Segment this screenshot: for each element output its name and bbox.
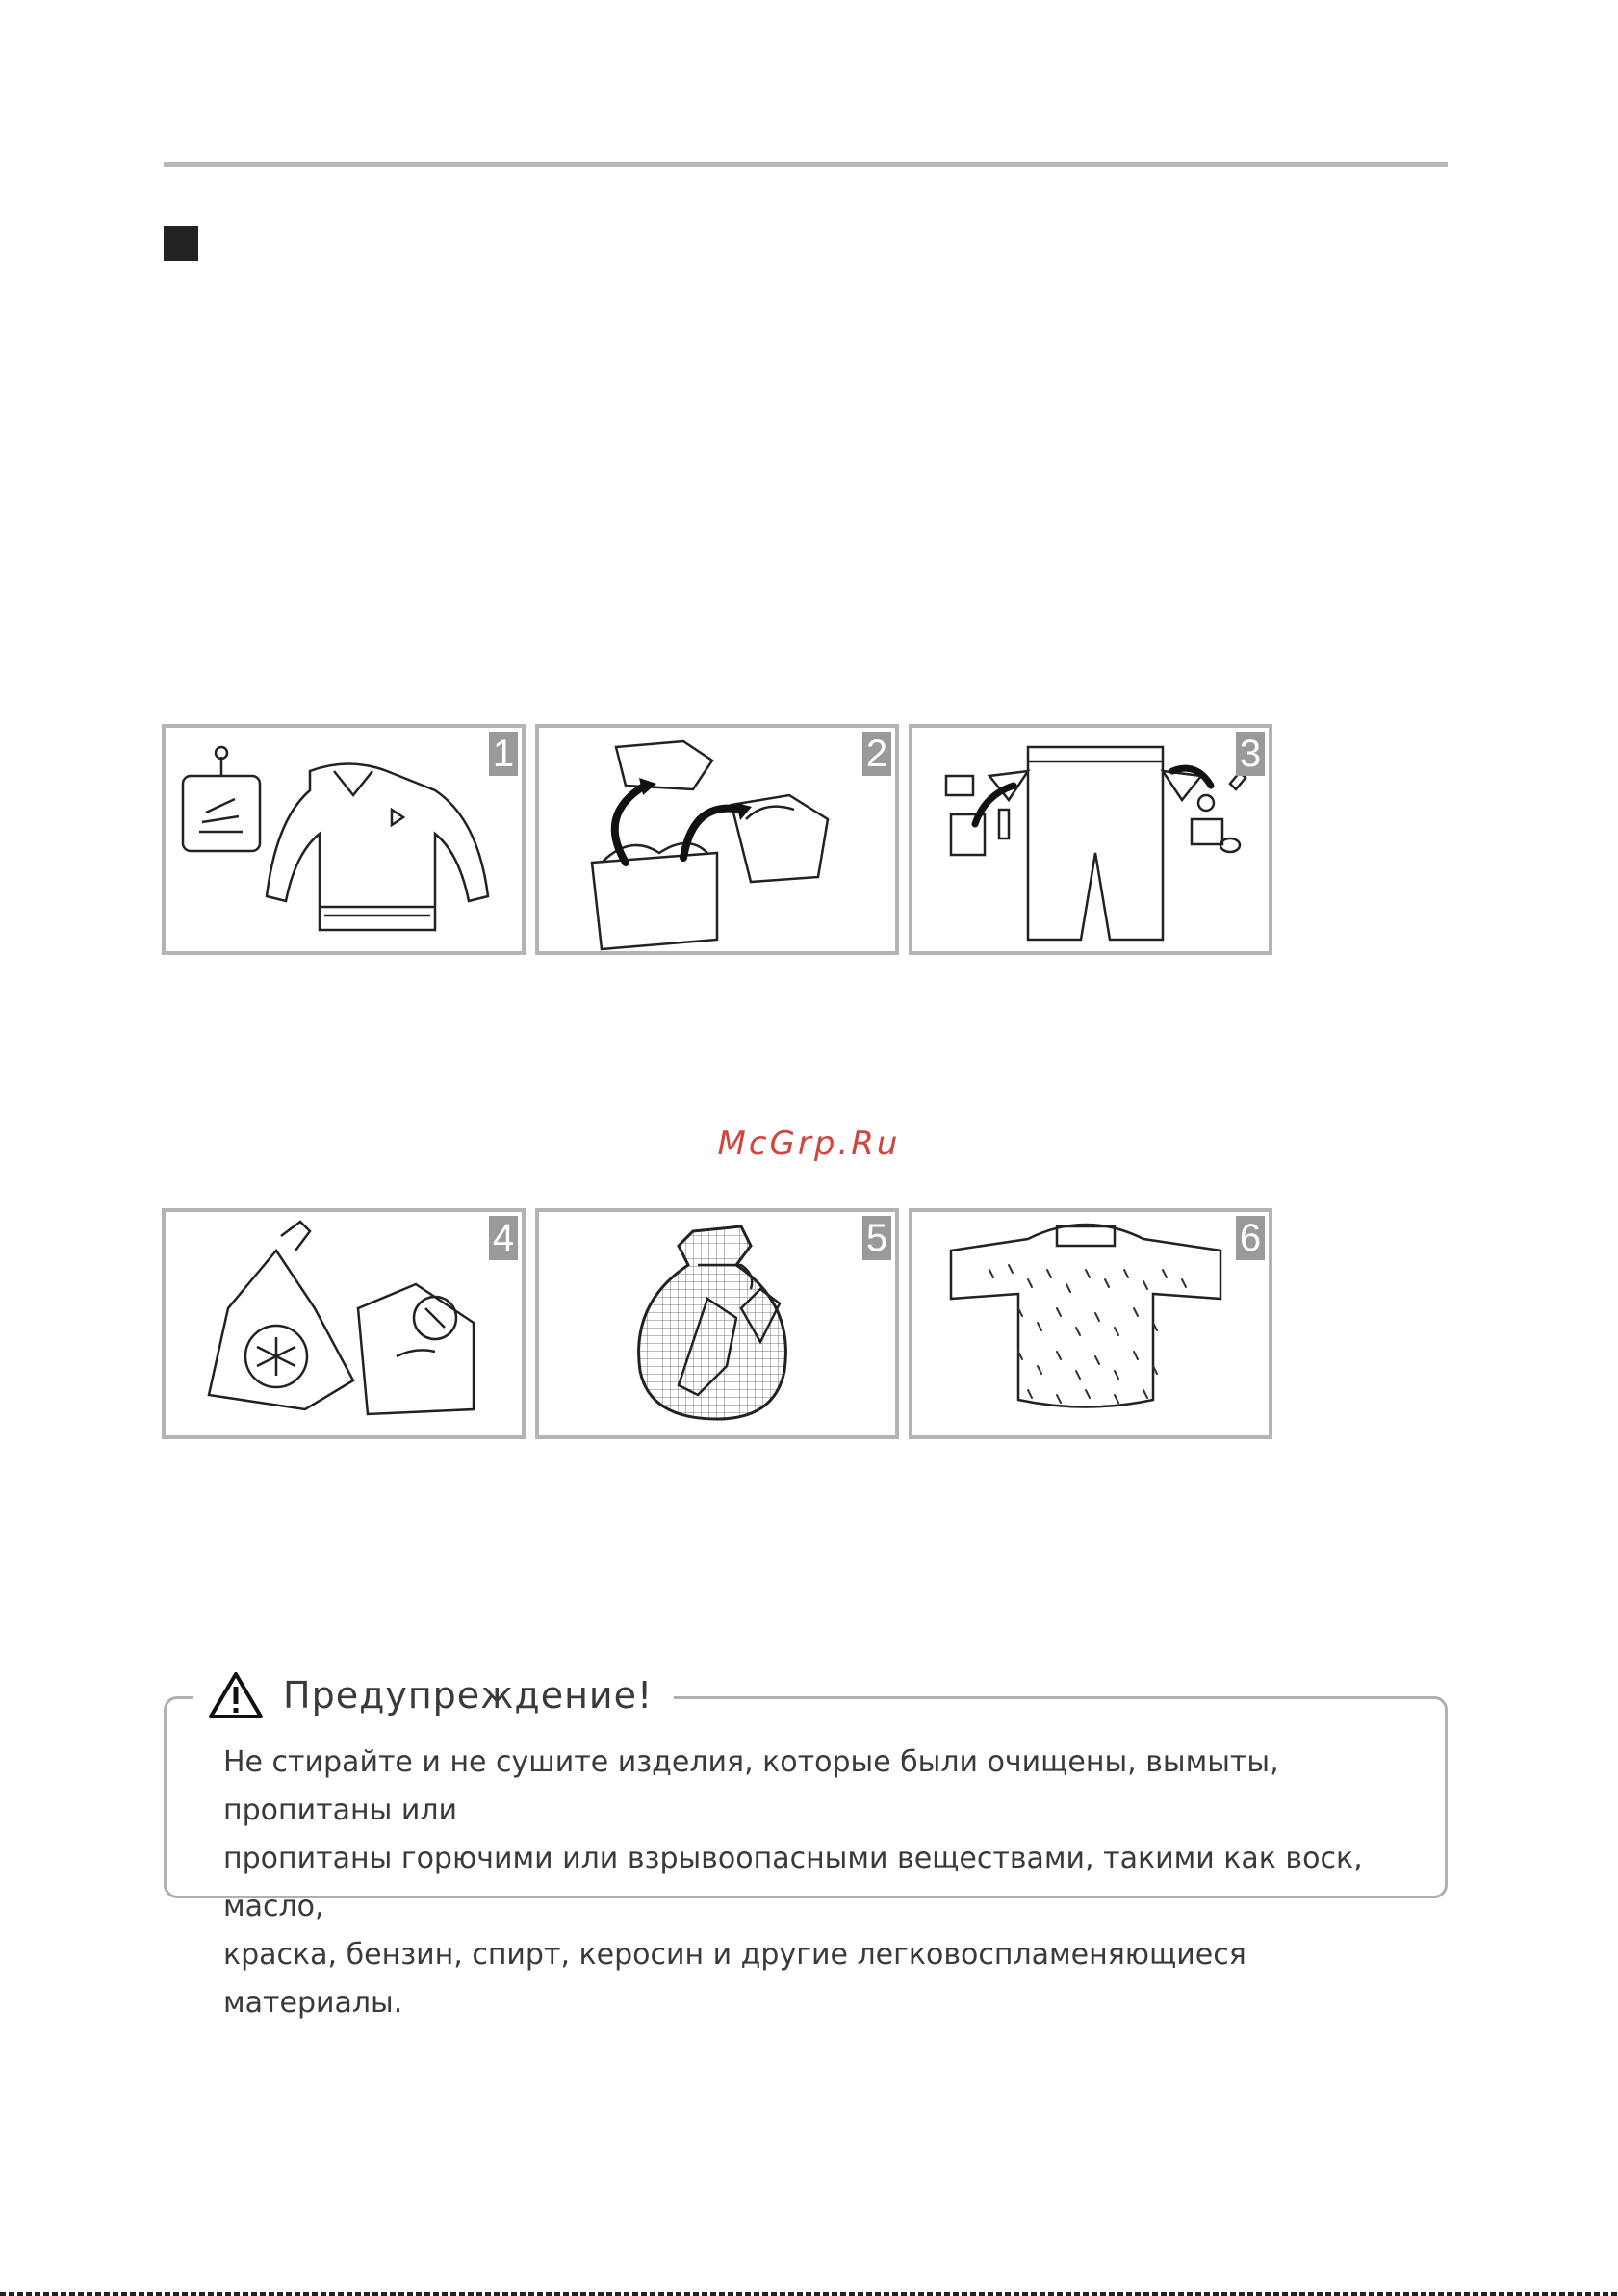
inside-out-sweater-icon [912, 1212, 1269, 1435]
panel-number: 6 [1236, 1216, 1265, 1260]
warning-title: Предупреждение! [283, 1674, 654, 1716]
section-marker [164, 226, 198, 261]
laundry-sort-icon [539, 728, 895, 951]
panel-number: 2 [862, 732, 891, 776]
sweater-care-label-icon [166, 728, 522, 951]
illustration-panel-4 [162, 1208, 526, 1439]
warning-line: пропитаны горючими или взрывоопасными веществами, такими как воск, масло, [223, 1842, 1363, 1923]
illustration-panel-1 [162, 724, 526, 955]
warning-triangle-icon [208, 1670, 264, 1720]
panel-number: 1 [489, 732, 518, 776]
panel-number: 3 [1236, 732, 1265, 776]
warning-header [193, 1662, 674, 1729]
footer-rule [0, 2292, 1618, 2296]
watermark: McGrp.Ru [717, 1124, 901, 1163]
illustration-panel-3 [909, 724, 1272, 955]
empty-pockets-icon [912, 728, 1269, 951]
panel-number: 4 [489, 1216, 518, 1260]
mesh-laundry-bag-icon [539, 1212, 895, 1435]
illustration-panel-6 [909, 1208, 1272, 1439]
panel-number: 5 [862, 1216, 891, 1260]
tie-strings-zip-icon [166, 1212, 522, 1435]
header-rule [164, 162, 1448, 167]
illustration-panel-5 [535, 1208, 899, 1439]
warning-line: краска, бензин, спирт, керосин и другие легковоспламеняющиеся материалы. [223, 1938, 1246, 2020]
warning-line: Не стирайте и не сушите изделия, которые были очищены, вымыты, пропитаны или [223, 1745, 1279, 1827]
warning-text [223, 1739, 1426, 2027]
illustration-panel-2 [535, 724, 899, 955]
